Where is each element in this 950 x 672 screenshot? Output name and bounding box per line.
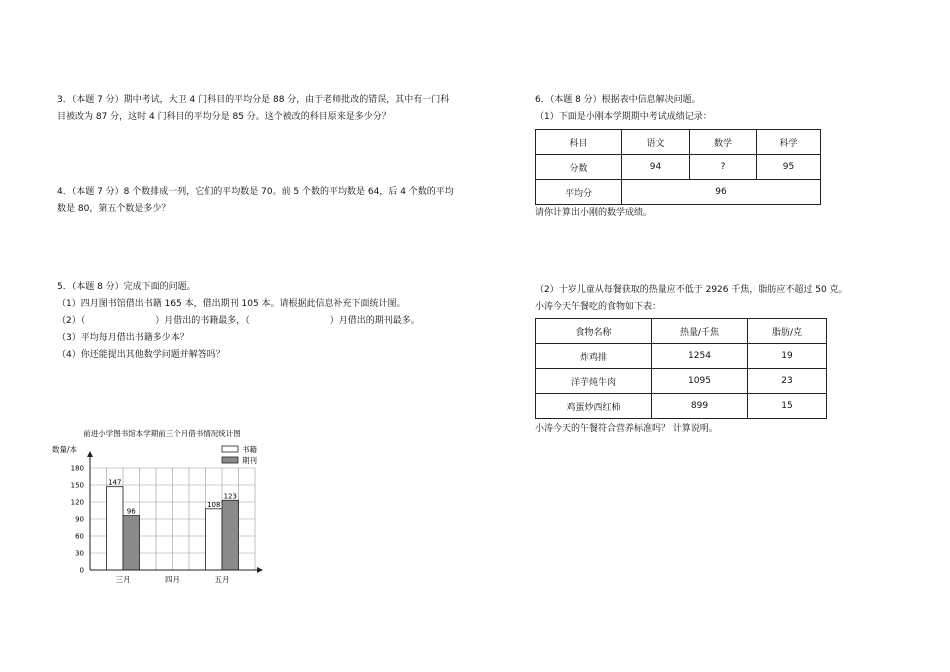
bar-journals: [222, 500, 239, 570]
food-fat: 19: [748, 344, 827, 369]
y-tick-label: 150: [70, 481, 84, 490]
data-label: 96: [126, 507, 136, 516]
table-row: [536, 344, 827, 369]
question-6-sub2-question: 小涛今天的午餐符合营养标准吗？ 计算说明。: [535, 424, 718, 434]
bar-books: [206, 509, 223, 570]
average-cell: 96: [622, 180, 821, 205]
question-5: [57, 279, 420, 364]
data-label: 147: [108, 478, 122, 487]
question-6-part2: [535, 282, 848, 316]
score-table: [535, 129, 821, 205]
header-cell: 脂肪/克: [748, 319, 827, 344]
legend-swatch-journals: [222, 457, 238, 463]
x-tick-label: 五月: [214, 575, 230, 584]
y-axis-label: 数量/本: [52, 445, 78, 454]
x-tick-label: 三月: [115, 575, 131, 584]
bar-books: [107, 487, 124, 570]
header-cell: 科学: [757, 130, 821, 155]
question-6-sub1-question: 请你计算出小刚的数学成绩。: [535, 208, 653, 218]
score-cell: 95: [757, 155, 821, 180]
question-5-sub3: （3）平均每月借出书籍多少本？: [57, 333, 189, 344]
food-name: 洋芋炖牛肉: [536, 369, 652, 394]
lunch-table-header: [536, 319, 827, 344]
question-6-title: 6．（本题 8 分）根据表中信息解决问题。: [535, 95, 701, 105]
table-row: [536, 394, 827, 419]
question-5-sub2-a: （2）（: [57, 316, 86, 327]
food-energy: 1254: [652, 344, 748, 369]
question-6: [535, 92, 712, 126]
chart-legend: [222, 444, 257, 465]
question-3-line1: 3．（本题 7 分）期中考试，大卫 4 门科目的平均分是 88 分，由于老师批改的错误，其中有一门科: [57, 95, 450, 105]
question-5-title: 5．（本题 8 分）完成下面的问题。: [57, 282, 196, 292]
question-6-sub2-intro: 小涛今天午餐吃的食物如下表：: [535, 302, 662, 313]
food-fat: 15: [748, 394, 827, 419]
food-energy: 899: [652, 394, 748, 419]
table-row: [536, 369, 827, 394]
row-label: 平均分: [536, 180, 622, 205]
lunch-table: [535, 318, 827, 419]
average-row: [536, 180, 821, 205]
row-label: 分数: [536, 155, 622, 180]
legend-swatch-books: [222, 446, 238, 452]
header-cell: 科目: [536, 130, 622, 155]
question-3: [57, 92, 449, 126]
score-cell: 94: [622, 155, 690, 180]
question-6-sub2-question-wrap: [535, 421, 718, 438]
data-label: 123: [223, 492, 237, 501]
question-5-sub2-c: ）月借出的期刊最多。: [329, 316, 420, 327]
header-cell: 热量/千焦: [652, 319, 748, 344]
y-tick-label: 90: [75, 515, 84, 524]
y-tick-label: 180: [70, 464, 84, 473]
food-name: 鸡蛋炒西红柿: [536, 394, 652, 419]
score-cell: ?: [690, 155, 757, 180]
chart-title: 前进小学图书馆本学期前三个月借书情况统计图: [83, 429, 241, 438]
question-6-sub1-question-wrap: [535, 205, 652, 222]
y-tick-label: 0: [79, 566, 84, 575]
legend-label-books: 书籍: [242, 445, 257, 454]
header-cell: 数学: [690, 130, 757, 155]
borrowing-bar-chart: [52, 426, 272, 596]
question-4-line2: 数是 80，第五个数是多少？: [57, 204, 171, 215]
data-label: 108: [207, 500, 221, 509]
legend-label-journals: 期刊: [242, 456, 257, 465]
y-tick-label: 60: [75, 532, 84, 541]
question-3-line2: 目被改为 87 分，这时 4 门科目的平均分是 85 分。这个被改的科目原来是多少分？: [57, 112, 391, 123]
question-4-line1: 4．（本题 7 分）8 个数排成一列，它们的平均数是 70。前 5 个数的平均数是 64，后 4 个数的平均: [57, 187, 454, 197]
question-6-sub2: （2）十岁儿童从每餐获取的热量应不低于 2926 千焦，脂肪应不超过 50 克。: [535, 285, 848, 295]
food-name: 炸鸡排: [536, 344, 652, 369]
food-energy: 1095: [652, 369, 748, 394]
question-5-sub1: （1）四月图书馆借出书籍 165 本，借出期刊 105 本。请根据此信息补充下面统计图。: [57, 299, 406, 310]
score-row: [536, 155, 821, 180]
header-cell: 语文: [622, 130, 690, 155]
y-tick-label: 30: [75, 549, 84, 558]
question-6-sub1: （1）下面是小刚本学期期中考试成绩记录：: [535, 112, 712, 123]
question-5-sub4: （4）你还能提出其他数学问题并解答吗？: [57, 350, 225, 361]
question-5-sub2: [57, 313, 420, 330]
header-cell: 食物名称: [536, 319, 652, 344]
question-5-sub2-b: ）月借出的书籍最多，（: [155, 316, 250, 327]
food-fat: 23: [748, 369, 827, 394]
question-4: [57, 184, 454, 218]
bar-journals: [123, 516, 140, 570]
score-table-header: [536, 130, 821, 155]
y-tick-label: 120: [70, 498, 84, 507]
x-tick-label: 四月: [165, 575, 180, 584]
